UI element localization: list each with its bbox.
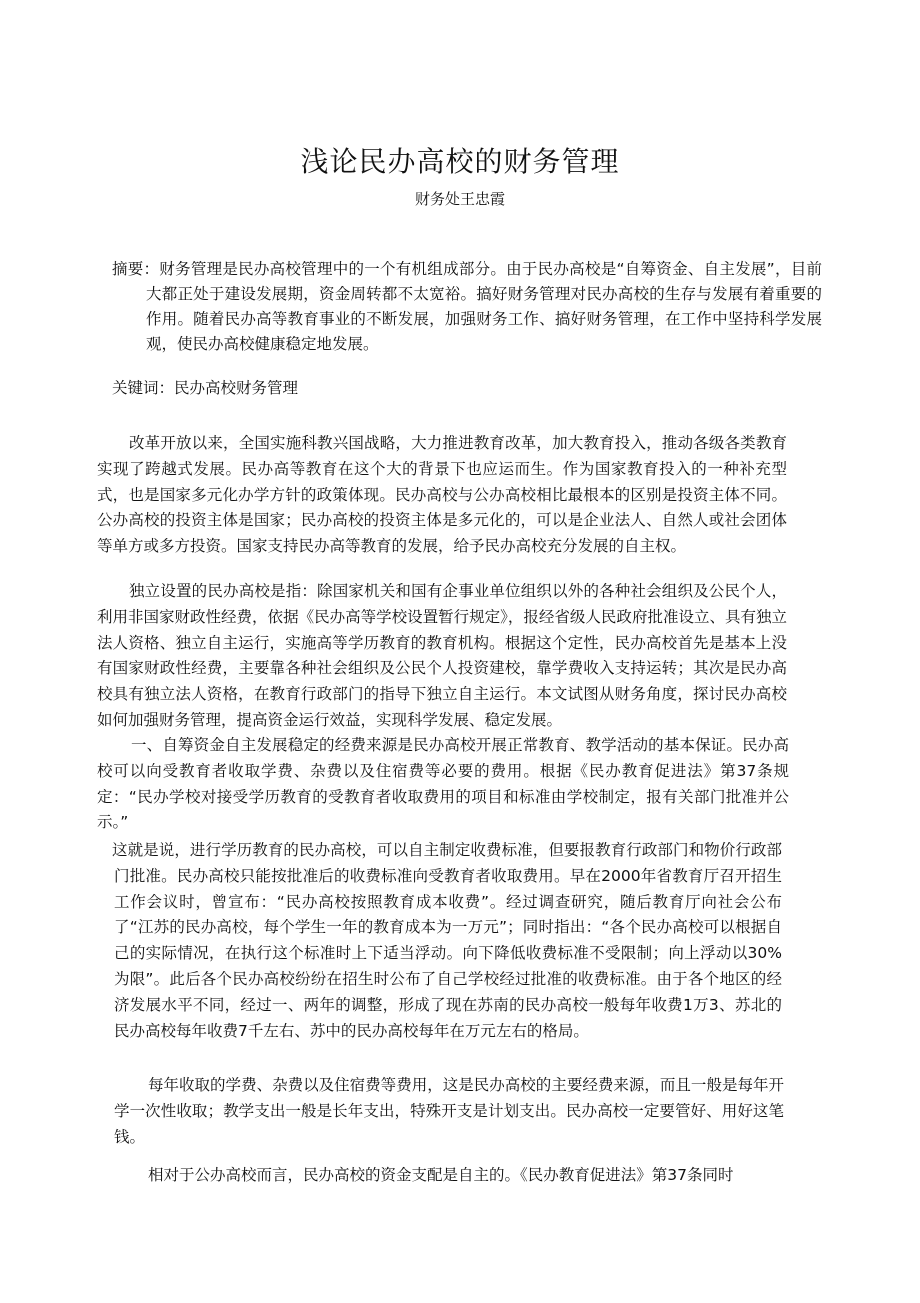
abstract-paragraph: 摘要：财务管理是民办高校管理中的一个有机组成部分。由于民办高校是“自筹资金、自主发展”，目前大都正处于建设发展期，资金周转都不太宽裕。搞好财务管理对民办高校的生存与发展有着重要的作用。随着民办高等教育事业的不断发展，加强财务工作、搞好财务管理，在工作中坚持科学发展观，使民办高校健康稳定地发展。 — [112, 260, 822, 353]
body-paragraph: 相对于公办高校而言，民办高校的资金支配是自主的。《民办教育促进法》第37条同时 — [148, 1166, 734, 1184]
keywords-line: 关键词：民办高校财务管理 — [112, 379, 299, 397]
body-paragraph: 这就是说，进行学历教育的民办高校，可以自主制定收费标准，但要报教育行政部门和物价行政部门批准。民办高校只能按批准后的收费标准向受教育者收取费用。早在2000年省教育厅召开招生工作会议时，曾宣布：“民办高校按照教育成本收费”。经过调查研究，随后教育厅向社会公布了“江苏的民办高校，每个学生一年的教育成本为一万元”；同时指出：“各个民办高校可以根据自己的实际情况，在执行这个标准时上下适当浮动。向下降低收费标准不受限制；向上浮动以30%为限”。此后各个民办高校纷纷在招生时公布了自己学校经过批准的收费标准。由于各个地区的经济发展水平不同，经过一、两年的调整，形成了现在苏南的民办高校一般每年收费1万3、苏北的民办高校每年收费7千左右、苏中的民办高校每年在万元左右的格局。 — [112, 841, 782, 1040]
body-paragraph: 每年收取的学费、杂费以及住宿费等费用，这是民办高校的主要经费来源，而且一般是每年开学一次性收取；教学支出一般是长年支出，特殊开支是计划支出。民办高校一定要管好、用好这笔钱。 — [114, 1076, 784, 1146]
document-title: 浅论民办高校的财务管理 — [300, 145, 620, 178]
body-paragraph: 改革开放以来，全国实施科教兴国战略，大力推进教育改革，加大教育投入，推动各级各类教育实现了跨越式发展。民办高等教育在这个大的背景下也应运而生。作为国家教育投入的一种补充型式，也是国家多元化办学方针的政策体现。民办高校与公办高校相比最根本的区别是投资主体不同。公办高校的投资主体是国家；民办高校的投资主体是多元化的，可以是企业法人、自然人或社会团体等单方或多方投资。国家支持民办高等教育的发展，给予民办高校充分发展的自主权。 — [97, 434, 787, 556]
section-heading-paragraph: 一、自筹资金自主发展稳定的经费来源是民办高校开展正常教育、教学活动的基本保证。民办高校可以向受教育者收取学费、杂费以及住宿费等必要的费用。根据《民办教育促进法》第37条规定：“民办学校对接受学历教育的受教育者收取费用的项目和标准由学校制定，报有关部门批准并公示。” — [97, 736, 789, 832]
document-author: 财务处王忠霞 — [414, 190, 505, 208]
body-paragraph: 独立设置的民办高校是指：除国家机关和国有企事业单位组织以外的各种社会组织及公民个人，利用非国家财政性经费，依据《民办高等学校设置暂行规定》，报经省级人民政府批准设立、具有独立法人资格、独立自主运行，实施高等学历教育的教育机构。根据这个定性，民办高校首先是基本上没有国家财政性经费，主要靠各种社会组织及公民个人投资建校，靠学费收入支持运转；其次是民办高校具有独立法人资格，在教育行政部门的指导下独立自主运行。本文试图从财务角度，探讨民办高校如何加强财务管理，提高资金运行效益，实现科学发展、稳定发展。 — [97, 582, 787, 729]
